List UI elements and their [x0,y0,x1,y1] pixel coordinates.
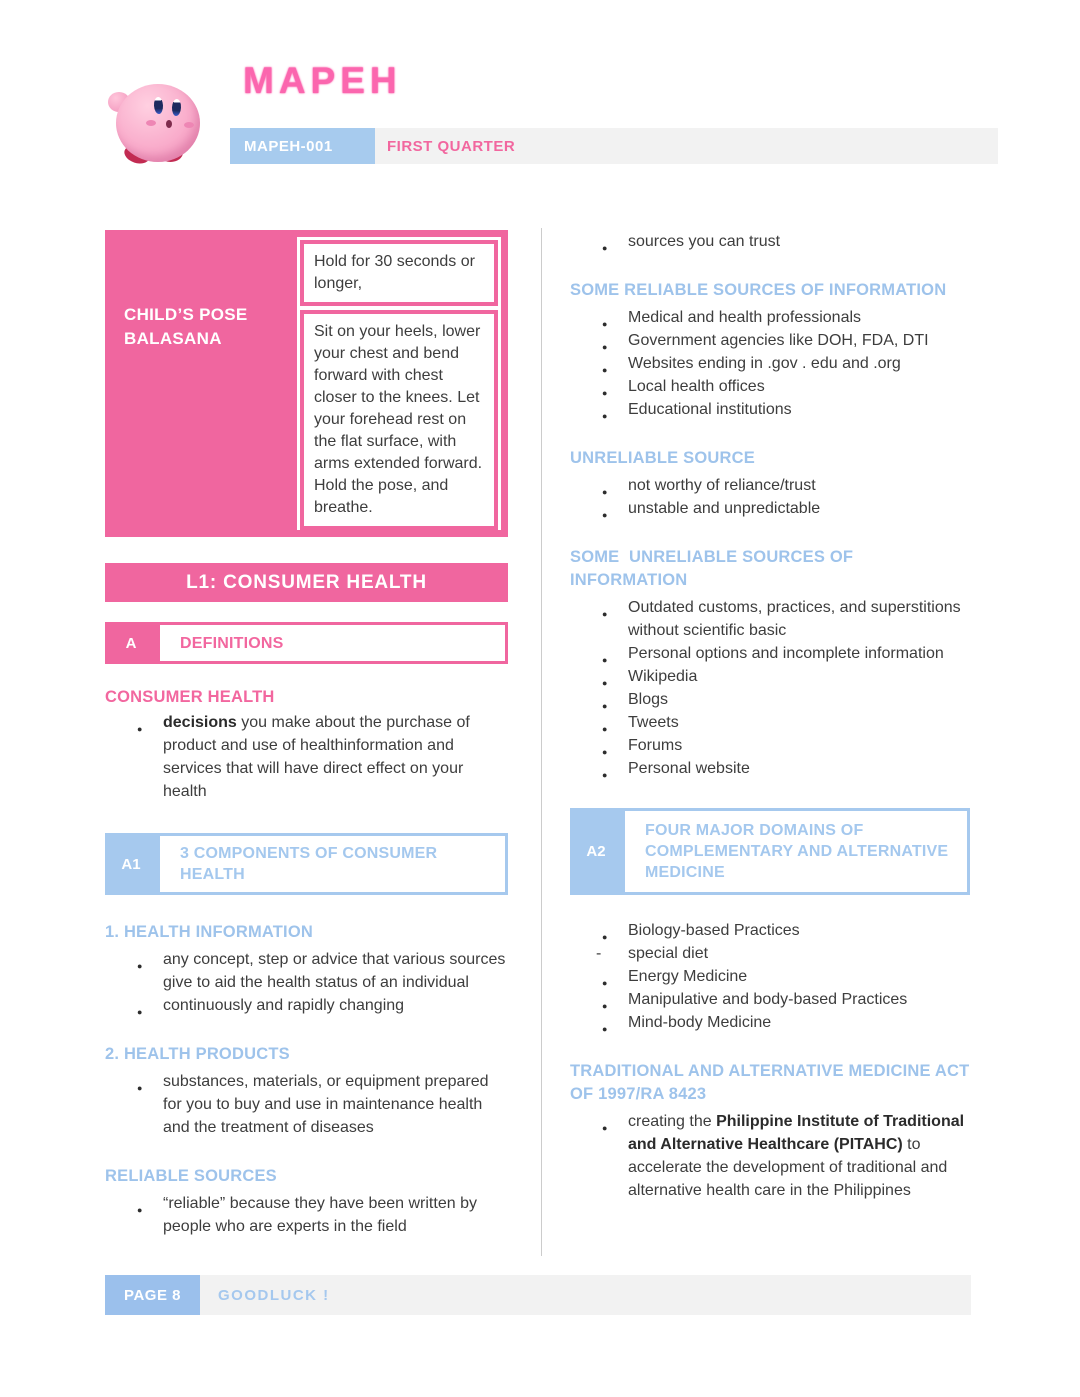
list-item: ● “reliable” because they have been written by people who are experts in the field [105,1192,508,1238]
health-information-heading: 1. HEALTH INFORMATION [105,923,313,941]
pose-table [105,230,508,537]
list-item: ● Medical and health professionals [570,306,970,329]
sub-list [508,942,970,965]
section-a2-tag: A2 [570,808,622,895]
list-item: ● Government agencies like DOH, FDA, DTI [570,329,970,352]
list-item: ● Websites ending in .gov . edu and .org [570,352,970,375]
list-item [105,711,508,803]
lesson-banner: L1: CONSUMER HEALTH [105,563,508,602]
pose-title-cell [112,237,297,530]
section-a-title: DEFINITIONS [157,622,508,664]
bullet-text: to accelerate the development of traditional and alternative health care in the Philippines [628,1136,948,1199]
app-logo: MAPEH [243,60,402,101]
section-a-tag: A [105,622,157,664]
footer-message: GOODLUCK ! [218,1286,330,1304]
health-products-heading: 2. HEALTH PRODUCTS [105,1045,290,1063]
section-a2-title: FOUR MAJOR DOMAINS OF COMPLEMENTARY AND ALTERNATIVE MEDICINE [622,808,970,895]
list-item: ● Outdated customs, practices, and superstitions without scientific basic [570,596,970,642]
pose-instructions-cell: Sit on your heels, lower your chest and bend forward with chest closer to the knees. Let your forehead rest on the flat surface, with arms extended forward. Hold the pose, and breathe. [300,310,498,530]
list-item: ● Mind-body Medicine [570,1011,970,1034]
pose-title-line1: CHILD’S POSE [124,305,248,324]
list-item: ● Local health offices [570,375,970,398]
section-a2-box [570,808,970,895]
quarter-label: FIRST QUARTER [387,137,516,155]
list-item: ● sources you can trust [570,230,970,253]
health-information-list [105,948,508,1017]
reliable-sources-continued-list [570,230,970,253]
page-number-badge: PAGE 8 [105,1275,200,1315]
right-column [570,230,975,1202]
list-item: ● Wikipedia [570,665,970,688]
sub-list-item: - special diet [508,942,970,965]
column-divider [541,228,542,1256]
list-item: ● Manipulative and body-based Practices [570,988,970,1011]
list-item: ● Personal options and incomplete information [570,642,970,665]
bold-term: Philippine Institute of Traditional and Alternative Healthcare (PITAHC) [628,1113,965,1153]
bullet-text: creating the [628,1113,717,1130]
list-item: ● Forums [570,734,970,757]
header-bar [230,128,998,164]
left-column [105,230,508,1238]
unreliable-source-heading: UNRELIABLE SOURCE [570,449,755,467]
kirby-cheek [184,122,194,128]
list-item: ● continuously and rapidly changing [105,994,508,1017]
consumer-health-heading: CONSUMER HEALTH [105,688,275,706]
list-item: ● any concept, step or advice that various sources give to aid the health status of an individual [105,948,508,994]
consumer-health-list [105,711,508,803]
list-item [570,1110,970,1202]
tama-heading: TRADITIONAL AND ALTERNATIVE MEDICINE ACT OF 1997/RA 8423 [570,1062,975,1103]
cam-domains-list [570,919,970,1034]
some-unreliable-heading: SOME UNRELIABLE SOURCES OF INFORMATION [570,548,858,589]
pose-hold-cell: Hold for 30 seconds or longer, [300,240,498,306]
list-item: ● substances, materials, or equipment prepared for you to buy and use in maintenance health and the treatment of diseases [105,1070,508,1139]
list-item: ● Educational institutions [570,398,970,421]
list-item: ● Biology-based Practices - special diet [570,919,970,965]
list-item: ● unstable and unpredictable [570,497,970,520]
footer-bar [105,1275,971,1315]
some-unreliable-list [570,596,970,780]
list-item: ● Energy Medicine [570,965,970,988]
section-a1-box [105,833,508,895]
kirby-mouth [166,120,172,128]
section-a1-title: 3 COMPONENTS OF CONSUMER HEALTH [157,833,508,895]
some-reliable-heading: SOME RELIABLE SOURCES OF INFORMATION [570,281,947,299]
bold-term: decisions [163,714,237,731]
list-item: ● not worthy of reliance/trust [570,474,970,497]
pose-detail-cells [297,237,501,530]
unreliable-source-list [570,474,970,520]
list-item: ● Blogs [570,688,970,711]
course-code-badge: MAPEH-001 [230,128,375,164]
some-reliable-list [570,306,970,421]
bullet-text: you make about the purchase of product and use of healthinformation and services that will have direct effect on your health [163,714,470,800]
kirby-cheek [146,120,156,126]
tama-list [570,1110,970,1202]
reliable-sources-heading: RELIABLE SOURCES [105,1167,277,1185]
reliable-sources-list [105,1192,508,1238]
section-a-box [105,622,508,664]
pose-title-line2: BALASANA [124,329,222,348]
list-item: ● Personal website [570,757,970,780]
list-item: ● Tweets [570,711,970,734]
kirby-mascot-image [108,76,212,172]
section-a1-tag: A1 [105,833,157,895]
health-products-list [105,1070,508,1139]
